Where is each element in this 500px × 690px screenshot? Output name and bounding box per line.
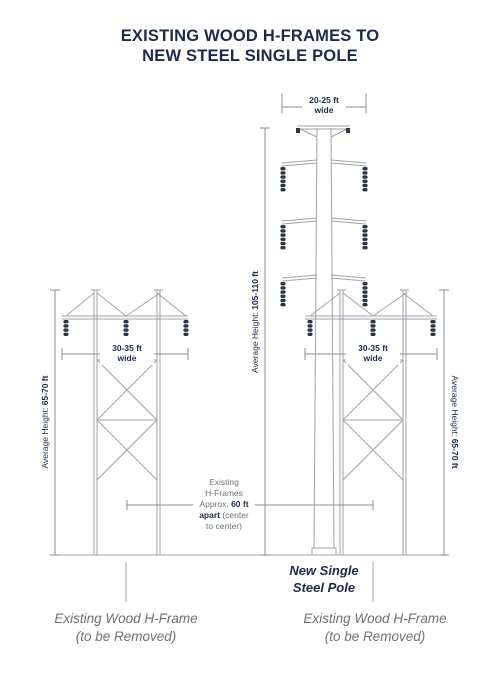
steel-height-value: 105-110 ft — [250, 271, 260, 310]
right-caption-line-1: Existing Wood H-Frame — [303, 611, 447, 626]
steel-width-unit: wide — [314, 105, 334, 115]
spacing-note-line-1: Existing — [209, 477, 239, 487]
title-line-2: NEW STEEL SINGLE POLE — [142, 47, 358, 65]
spacing-note-line-3 — [199, 499, 248, 509]
right-height-value: 65-70 ft — [450, 438, 460, 469]
left-hframe-insulators — [63, 320, 188, 336]
left-width-unit: wide — [117, 353, 137, 363]
spacing-note-line-4 — [199, 510, 249, 520]
title-line-1: EXISTING WOOD H-FRAMES TO — [120, 27, 380, 45]
left-caption-line-1: Existing Wood H-Frame — [54, 611, 198, 626]
right-width-value: 30-35 ft — [358, 343, 388, 353]
steel-pole-structure — [282, 126, 366, 555]
spacing-note-prefix: Approx. — [199, 499, 232, 509]
steel-height-dimension — [260, 128, 270, 555]
right-height-dimension — [439, 290, 449, 555]
spacing-note-line-2: H-Frames — [205, 488, 243, 498]
left-hframe-caption — [36, 610, 216, 646]
steel-pole-caption-line-1: New Single — [289, 563, 359, 578]
spacing-note-center: (center — [219, 510, 249, 520]
steel-width-value: 20-25 ft — [309, 95, 339, 105]
left-width-value: 30-35 ft — [112, 343, 142, 353]
steel-pole-caption-line-2: Steel Pole — [292, 580, 356, 595]
spacing-note-apart: apart — [199, 510, 220, 520]
left-height-prefix: Average Height: — [40, 405, 50, 469]
left-height-dimension — [50, 290, 60, 555]
right-height-label — [450, 376, 460, 469]
steel-height-label — [250, 271, 260, 373]
right-hframe-caption — [285, 610, 465, 646]
left-height-value: 65-70 ft — [40, 375, 50, 406]
right-height-prefix: Average Height: — [450, 375, 460, 439]
left-height-label — [40, 375, 50, 468]
steel-height-prefix: Average Height: — [250, 309, 260, 373]
right-caption-line-2: (to be Removed) — [324, 629, 426, 644]
right-hframe-insulators — [307, 320, 435, 336]
left-caption-line-2: (to be Removed) — [75, 629, 177, 644]
steel-pole-caption — [264, 562, 384, 596]
spacing-note-distance: 60 ft — [231, 499, 249, 509]
spacing-note-line-5: to center) — [206, 521, 242, 531]
right-width-unit: wide — [363, 353, 383, 363]
